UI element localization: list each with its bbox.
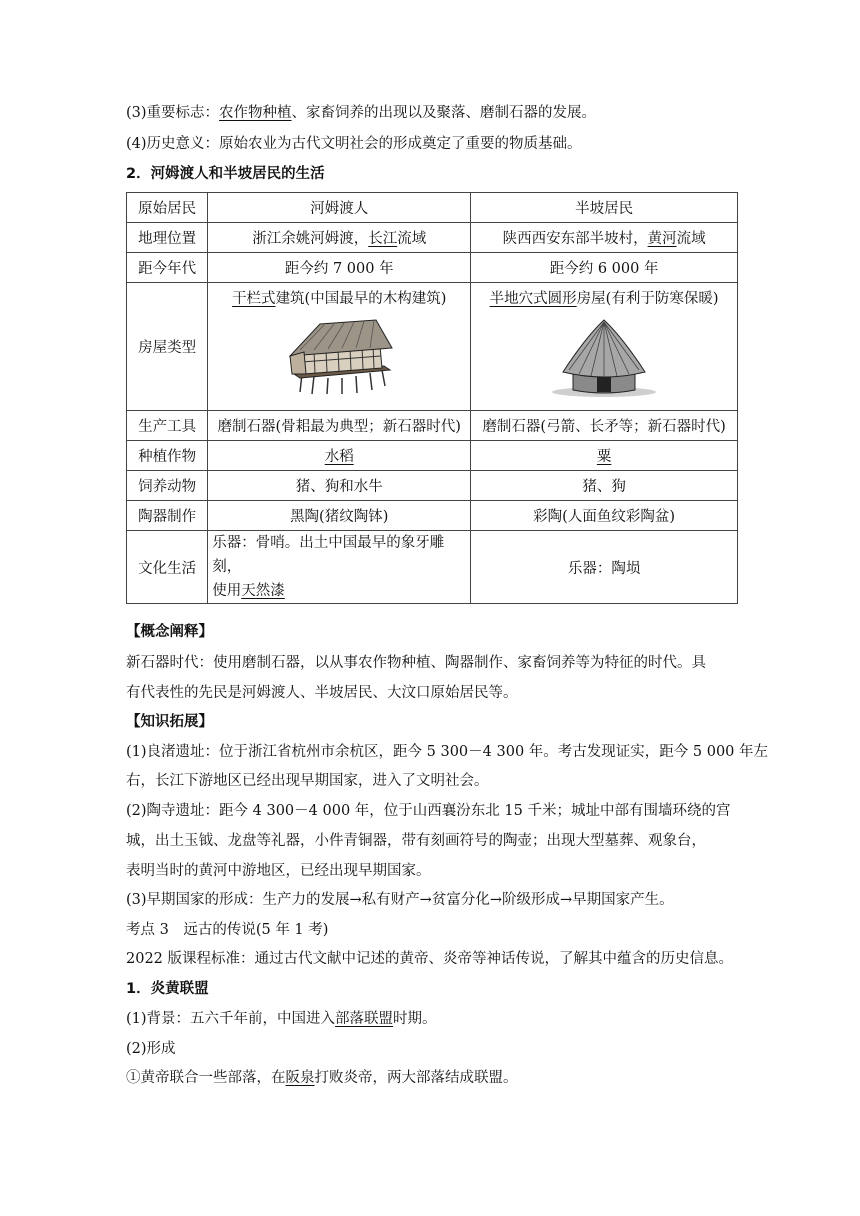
extension-line-6: (3)早期国家的形成：生产力的发展→私有财产→贫富分化→阶级形成→早期国家产生。 <box>126 892 674 908</box>
pit-house-illustration <box>545 316 663 400</box>
table-row <box>127 253 738 283</box>
table-cell <box>471 223 738 253</box>
table-cell <box>208 531 471 604</box>
row-label: 距今年代 <box>127 253 208 283</box>
underlined-term: 农作物种植 <box>219 105 292 121</box>
table-row <box>127 223 738 253</box>
text: ①黄帝联合一些部落，在 <box>126 1070 286 1086</box>
table-row <box>127 501 738 531</box>
table-header-cell: 半坡居民 <box>471 193 738 223</box>
table-cell: 距今约 7 000 年 <box>208 253 471 283</box>
stilt-house-illustration <box>280 316 398 396</box>
text: 打败炎帝，两大部落结成联盟。 <box>314 1070 518 1086</box>
table-cell: 距今约 6 000 年 <box>471 253 738 283</box>
extension-line-2: 右，长江下游地区已经出现早期国家，进入了文明社会。 <box>126 773 489 789</box>
comparison-table <box>126 192 738 604</box>
intro-line-3 <box>126 103 596 123</box>
table-cell: 猪、狗 <box>471 471 738 501</box>
extension-line-4: 城，出土玉钺、龙盘等礼器，小件青铜器，带有刻画符号的陶壶；出现大型墓葬、观象台， <box>126 833 706 849</box>
row-label: 陶器制作 <box>127 501 208 531</box>
text: 乐器：骨哨。出土中国最早的象牙雕刻， <box>212 535 445 575</box>
table-cell: 彩陶(人面鱼纹彩陶盆) <box>471 501 738 531</box>
underlined-term: 半地穴式圆形 <box>489 291 577 307</box>
row-label: 种植作物 <box>127 441 208 471</box>
intro-line-4: (4)历史意义：原始农业为古代文明社会的形成奠定了重要的物质基础。 <box>126 136 582 152</box>
text: 流域 <box>397 231 427 247</box>
table-cell <box>208 283 471 411</box>
table-cell <box>471 283 738 411</box>
text: 流域 <box>676 231 706 247</box>
background-line <box>126 1009 437 1029</box>
table-cell <box>471 441 738 471</box>
underlined-term: 黄河 <box>647 231 677 247</box>
underlined-term: 阪泉 <box>285 1070 315 1086</box>
text: 、家畜饲养的出现以及聚落、磨制石器的发展。 <box>291 105 597 121</box>
table-cell: 黑陶(猪纹陶钵) <box>208 501 471 531</box>
house-caption <box>475 287 733 308</box>
underlined-term: 粟 <box>596 449 612 465</box>
extension-line-1: (1)良渚遗址：位于浙江省杭州市余杭区，距今 5 300－4 300 年。考古发现证实，距今 5 000 年左 <box>126 744 769 760</box>
concept-line-1: 新石器时代：使用磨制石器，以从事农作物种植、陶器制作、家畜饲养等为特征的时代。具 <box>126 655 706 671</box>
row-label: 饲养动物 <box>127 471 208 501</box>
table-cell <box>208 223 471 253</box>
table-row <box>127 441 738 471</box>
table-cell: 猪、狗和水牛 <box>208 471 471 501</box>
formation-line: (2)形成 <box>126 1041 176 1057</box>
topic-3-heading: 考点 3 远古的传说(5 年 1 考) <box>126 922 329 938</box>
text: 建筑(中国最早的木构建筑) <box>275 291 447 307</box>
formation-item-1 <box>126 1068 518 1088</box>
concept-line-2: 有代表性的先民是河姆渡人、半坡居民、大汶口原始居民等。 <box>126 685 518 701</box>
underlined-term: 长江 <box>368 231 398 247</box>
table-row <box>127 531 738 604</box>
text: (1)背景：五六千年前，中国进入 <box>126 1011 336 1027</box>
extension-heading: 【知识拓展】 <box>126 714 213 730</box>
row-label: 生产工具 <box>127 411 208 441</box>
table-cell: 乐器：陶埙 <box>471 531 738 604</box>
row-label: 房屋类型 <box>127 283 208 411</box>
extension-line-3: (2)陶寺遗址：距今 4 300－4 000 年，位于山西襄汾东北 15 千米；城址中部有围墙环绕的宫 <box>126 803 731 819</box>
table-cell <box>208 441 471 471</box>
table-header-cell: 原始居民 <box>127 193 208 223</box>
text: 使用 <box>212 583 242 599</box>
section-heading-2: 2．河姆渡人和半坡居民的生活 <box>126 166 325 182</box>
extension-line-5: 表明当时的黄河中游地区，已经出现早期国家。 <box>126 863 431 879</box>
text: 浙江余姚河姆渡， <box>252 231 369 247</box>
table-cell: 磨制石器(骨耜最为典型；新石器时代) <box>208 411 471 441</box>
text: 时期。 <box>393 1011 437 1027</box>
text: 陕西西安东部半坡村， <box>502 231 648 247</box>
row-label: 地理位置 <box>127 223 208 253</box>
table-row <box>127 193 738 223</box>
table-row <box>127 471 738 501</box>
underlined-term: 部落联盟 <box>335 1011 394 1027</box>
table-header-cell: 河姆渡人 <box>208 193 471 223</box>
underlined-term: 干栏式 <box>232 291 276 307</box>
subsection-heading-1: 1．炎黄联盟 <box>126 981 209 997</box>
curriculum-standard: 2022 版课程标准：通过古代文献中记述的黄帝、炎帝等神话传说，了解其中蕴含的历史信息。 <box>126 951 734 967</box>
table-cell: 磨制石器(弓箭、长矛等；新石器时代) <box>471 411 738 441</box>
house-caption <box>212 287 466 308</box>
underlined-term: 天然漆 <box>241 583 285 599</box>
table-row <box>127 283 738 411</box>
text <box>212 579 466 603</box>
row-label: 文化生活 <box>127 531 208 604</box>
text: 房屋(有利于防寒保暖) <box>576 291 719 307</box>
table-row <box>127 411 738 441</box>
concept-heading: 【概念阐释】 <box>126 624 213 640</box>
underlined-term: 水稻 <box>324 449 354 465</box>
text: (3)重要标志： <box>126 105 220 121</box>
